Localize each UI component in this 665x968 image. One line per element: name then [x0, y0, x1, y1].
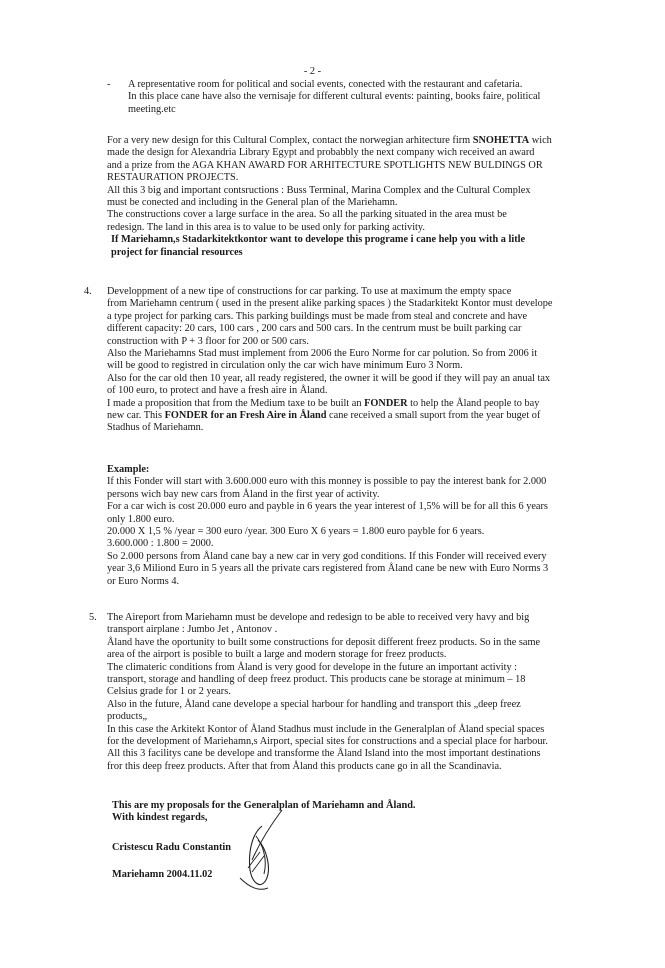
page-number: - 2 -: [303, 66, 322, 77]
bullet-marker: -: [107, 79, 111, 90]
paragraph-line: Celsius grade for 1 or 2 years.: [107, 686, 231, 698]
paragraph-line: 3.600.000 : 1.800 = 2000.: [107, 538, 214, 550]
paragraph-line: year 3,6 Miliond Euro in 5 years all the private cars registered from Åland cane be new with Euro Norms 3: [107, 563, 549, 575]
paragraph-line: fror this deep freez products. After that from Åland this products cane go in all the Scandinavia.: [107, 760, 502, 772]
paragraph-line: Also for the car old then 10 year, all ready registered, the owner it will be good if they will pay an anual tax: [107, 372, 551, 384]
paragraph-line: RESTAURATION PROJECTS.: [107, 172, 239, 184]
bullet-line: In this place cane have also the vernisaje for different cultural events: painting, books faire, political: [128, 91, 541, 103]
closing-regards: With kindest regards,: [112, 812, 208, 824]
handwritten-signature: [222, 808, 292, 898]
paragraph-line: Åland have the oportunity to built some constructions for deposit different freez products. So in the same: [107, 636, 541, 648]
paragraph-line: must be conected and including in the General plan of the Mariehamn.: [107, 197, 398, 209]
paragraph-line: The Aireport from Mariehamn must be develope and redesign to be able to received very havy and big: [107, 612, 530, 623]
paragraph-line: and a prize from the AGA KHAN AWARD FOR ARHITECTURE SPOTLIGHTS NEW BULDINGS OR: [107, 159, 543, 171]
paragraph-line: or Euro Norms 4.: [107, 575, 180, 587]
paragraph-line: from Mariehamn centrum ( used in the present alike parking spaces ) the Stadarkitekt Kontor must develope: [107, 298, 553, 310]
paragraph-line: Developpment of a new tipe of constructions for car parking. To use at maximum the empty space: [107, 286, 512, 297]
paragraph-line-bold: If Mariehamn,s Stadarkitektkontor want to develope this programe i cane help you with a litle: [111, 234, 526, 246]
paragraph-line: The constructions cover a large surface in the area. So all the parking situated in the area must be: [107, 209, 507, 221]
paragraph-line: [107, 398, 553, 410]
paragraph-line: area of the airport is posible to built a large and modern storage for freez products.: [107, 649, 447, 661]
list-number: 4.: [84, 286, 92, 297]
bullet-item: [128, 79, 540, 116]
paragraph-line: made the design for Alexandria Library Egypt and probabbly the next company wich received an award: [107, 147, 535, 159]
paragraph-line: [107, 135, 552, 147]
author-name: Cristescu Radu Constantin: [112, 842, 232, 853]
list-number: 5.: [89, 612, 97, 623]
example-heading: Example:: [107, 464, 150, 475]
paragraph-line: All this 3 facilitys cane be develope and transforme the Åland Island into the most important destinations: [107, 748, 541, 760]
paragraph-line: transport, storage and handling of deep freez product. This products cane be storage at minimum – 18: [107, 674, 526, 686]
text-run: For a very new design for this Cultural Complex, contact the norwegian arhitecture firm: [107, 135, 473, 146]
paragraph-line: transport airplane : Jumbo Jet , Antonov .: [107, 624, 278, 636]
closing-proposal: This are my proposals for the Generalplan of Mariehamn and Åland.: [112, 800, 416, 811]
fonder-term: FONDER: [364, 397, 408, 409]
bullet-line: meeting.etc: [128, 103, 176, 115]
paragraph-line: different capacity: 20 cars, 100 cars , 200 cars and 500 cars. In the centrum must be built parking car: [107, 323, 522, 335]
fonder-name: FONDER for an Fresh Aire in Åland: [164, 410, 327, 422]
paragraph-line: Stadhus of Mariehamn.: [107, 422, 204, 434]
paragraph-line: The climateric conditions from Åland is very good for develope in the future an important activity :: [107, 661, 518, 673]
paragraph-line: In this case the Arkitekt Kontor of Åland Stadhus must include in the Generalplan of Åland special spaces: [107, 723, 545, 735]
paragraph-line: [107, 410, 553, 422]
paragraph-line: For a car wich is cost 20.000 euro and payble in 6 years the year interest of 1,5% will be for all this 6 years: [107, 501, 548, 513]
paragraph-line-bold: project for financial resources: [111, 246, 243, 258]
item-5-airport: [107, 612, 548, 773]
text-run: new car. This: [107, 410, 165, 422]
text-run: to help the Åland people to bay: [407, 397, 540, 409]
paragraph-line: All this 3 big and important contsructions : Buss Terminal, Marina Complex and the Cultural Complex: [107, 184, 531, 196]
paragraph-line: Also in the future, Åland cane develope a special harbour for handling and transport this „deep freez: [107, 698, 521, 710]
paragraph-line: of 100 euro, to protect and have a fresh aire in Åland.: [107, 385, 328, 397]
text-run: cane received a small suport from the year buget of: [326, 410, 541, 422]
place-date: Mariehamn 2004.11.02: [112, 869, 213, 880]
paragraph-line: only 1.800 euro.: [107, 513, 175, 525]
item-4-parking: [107, 286, 553, 435]
paragraph-line: for the development of Mariehamn,s Airport, special sites for constructions and a special place for harbour.: [107, 736, 548, 748]
paragraph-line: If this Fonder will start with 3.600.000 euro with this monney is possible to pay the interest bank for 2.000: [107, 476, 547, 488]
text-run: I made a proposition that from the Medium taxe to be built an: [107, 397, 365, 409]
example-block: [107, 464, 548, 588]
design-paragraph: [107, 135, 552, 259]
paragraph-line: products„: [107, 711, 148, 723]
paragraph-line: a type project for parking cars. This parking buildings must be made from steal and concrete and have: [107, 310, 528, 322]
paragraph-line: will be good to registred in circulation only the car wich have minimum Euro 3 Norm.: [107, 360, 463, 372]
firm-name: SNOHETTA: [472, 135, 530, 146]
text-run: wich: [529, 135, 552, 146]
paragraph-line: Also the Mariehamns Stad must implement from 2006 the Euro Norme for car polution. So from 2006 it: [107, 348, 538, 360]
bullet-line: A representative room for political and social events, conected with the restaurant and cafetaria.: [128, 79, 523, 90]
paragraph-line: 20.000 X 1,5 % /year = 300 euro /year. 300 Euro X 6 years = 1.800 euro payble for 6 years.: [107, 526, 485, 538]
paragraph-line: construction with P + 3 floor for 200 or 500 cars.: [107, 335, 309, 347]
paragraph-line: persons wich bay new cars from Åland in the first year of activity.: [107, 488, 380, 500]
paragraph-line: So 2.000 persons from Åland cane bay a new car in very god conditions. If this Fonder will received every: [107, 550, 547, 562]
paragraph-line: redesign. The land in this area is to value to be used only for parking activity.: [107, 221, 425, 233]
